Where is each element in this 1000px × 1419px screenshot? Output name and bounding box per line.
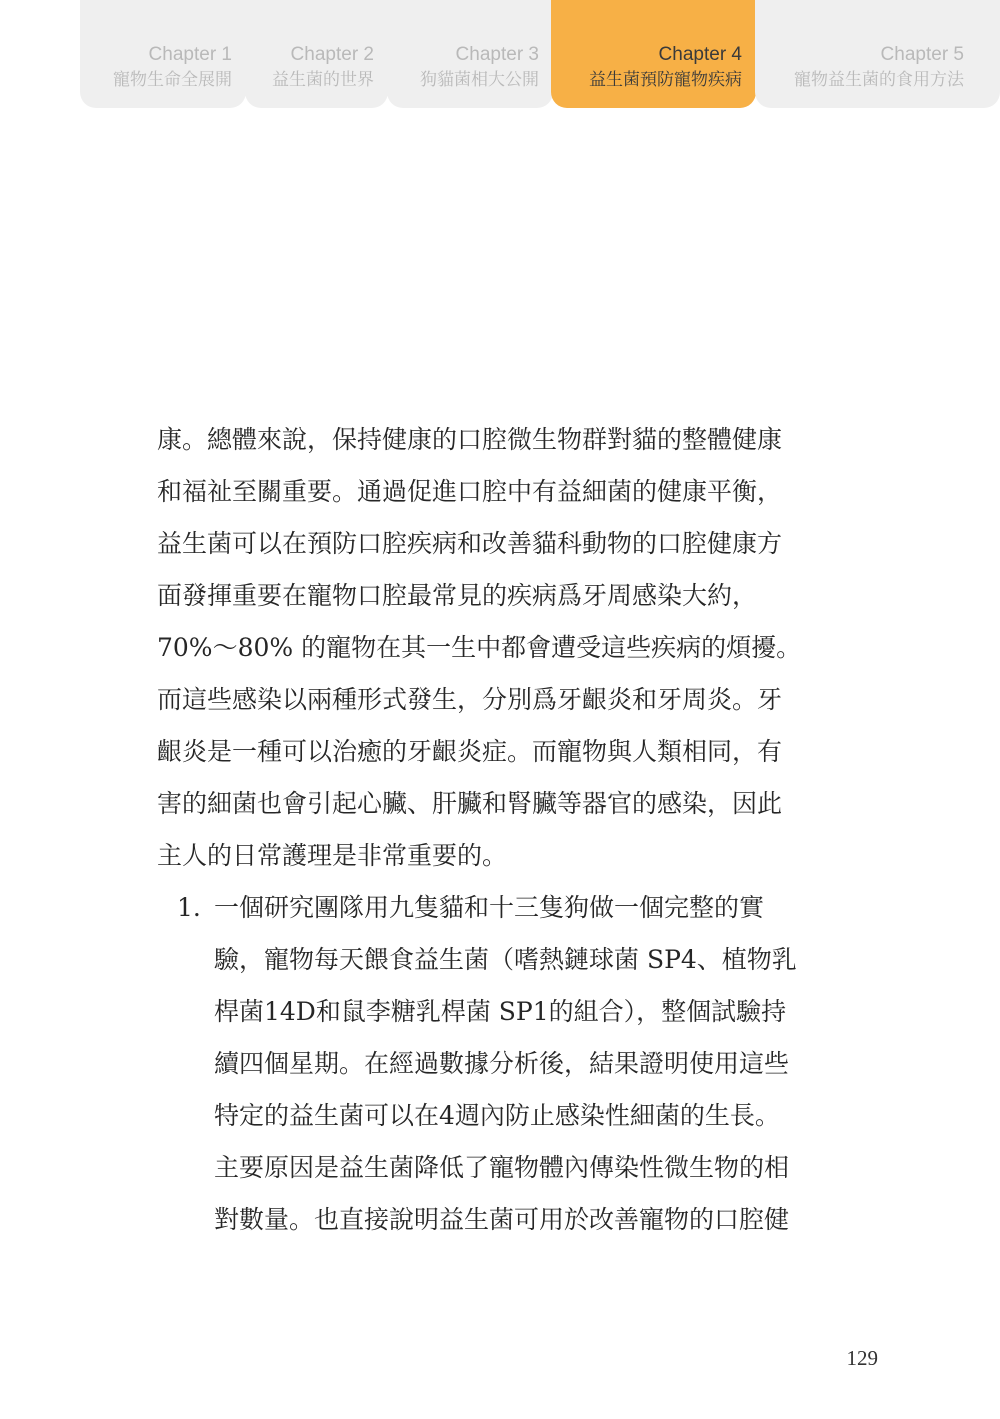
text-line: 桿菌14D和鼠李糖乳桿菌 SP1的組合），整個試驗持 <box>214 997 787 1026</box>
text-line: 康。總體來說，保持健康的口腔微生物群對貓的整體健康 <box>157 425 783 454</box>
text-line: 一個研究團隊用九隻貓和十三隻狗做一個完整的實 <box>214 893 765 922</box>
text-line: 續四個星期。在經過數據分析後，結果證明使用這些 <box>214 1049 790 1078</box>
tab-chapter-4[interactable] <box>551 0 756 108</box>
tab-chapter-title: 寵物益生菌的食用方法 <box>794 70 964 90</box>
text-line: 益生菌可以在預防口腔疾病和改善貓科動物的口腔健康方 <box>157 529 783 558</box>
text-line: 齦炎是一種可以治癒的牙齦炎症。而寵物與人類相同，有 <box>157 737 783 766</box>
tab-chapter-title: 狗貓菌相大公開 <box>420 70 539 90</box>
tab-chapter-5[interactable] <box>755 0 1000 108</box>
text-line: 對數量。也直接說明益生菌可用於改善寵物的口腔健 <box>214 1205 790 1234</box>
list-item-number: 1. <box>177 893 201 922</box>
tab-chapter-1[interactable] <box>80 0 246 108</box>
tab-chapter-title: 益生菌預防寵物疾病 <box>589 70 742 90</box>
text-line: 害的細菌也會引起心臟、肝臟和腎臟等器官的感染，因此 <box>157 789 783 818</box>
text-line: 驗，寵物每天餵食益生菌（嗜熱鏈球菌 SP4、植物乳 <box>214 945 797 974</box>
tab-chapter-label: Chapter 5 <box>880 44 964 65</box>
tab-chapter-title: 益生菌的世界 <box>272 70 374 90</box>
tab-chapter-title: 寵物生命全展開 <box>113 70 232 90</box>
text-line: 面發揮重要在寵物口腔最常見的疾病爲牙周感染大約， <box>157 581 758 610</box>
page-number: 129 <box>846 1346 878 1370</box>
text-line: 70%～80% 的寵物在其一生中都會遭受這些疾病的煩擾。 <box>157 633 802 662</box>
text-line: 主人的日常護理是非常重要的。 <box>157 841 508 870</box>
text-line: 特定的益生菌可以在4週內防止感染性細菌的生長。 <box>214 1101 780 1130</box>
text-line: 和福祉至關重要。通過促進口腔中有益細菌的健康平衡， <box>157 477 783 506</box>
text-line: 而這些感染以兩種形式發生，分別爲牙齦炎和牙周炎。牙 <box>157 685 783 714</box>
tab-chapter-label: Chapter 3 <box>455 44 539 65</box>
tab-chapter-label: Chapter 1 <box>148 44 232 65</box>
chapter-tabs <box>80 0 1000 108</box>
tab-chapter-2[interactable] <box>245 0 388 108</box>
text-line: 主要原因是益生菌降低了寵物體內傳染性微生物的相 <box>214 1153 790 1182</box>
tab-chapter-label: Chapter 4 <box>658 44 742 65</box>
list-item <box>157 882 881 1246</box>
tab-chapter-label: Chapter 2 <box>290 44 374 65</box>
body-text <box>157 414 881 1246</box>
tab-chapter-3[interactable] <box>387 0 553 108</box>
